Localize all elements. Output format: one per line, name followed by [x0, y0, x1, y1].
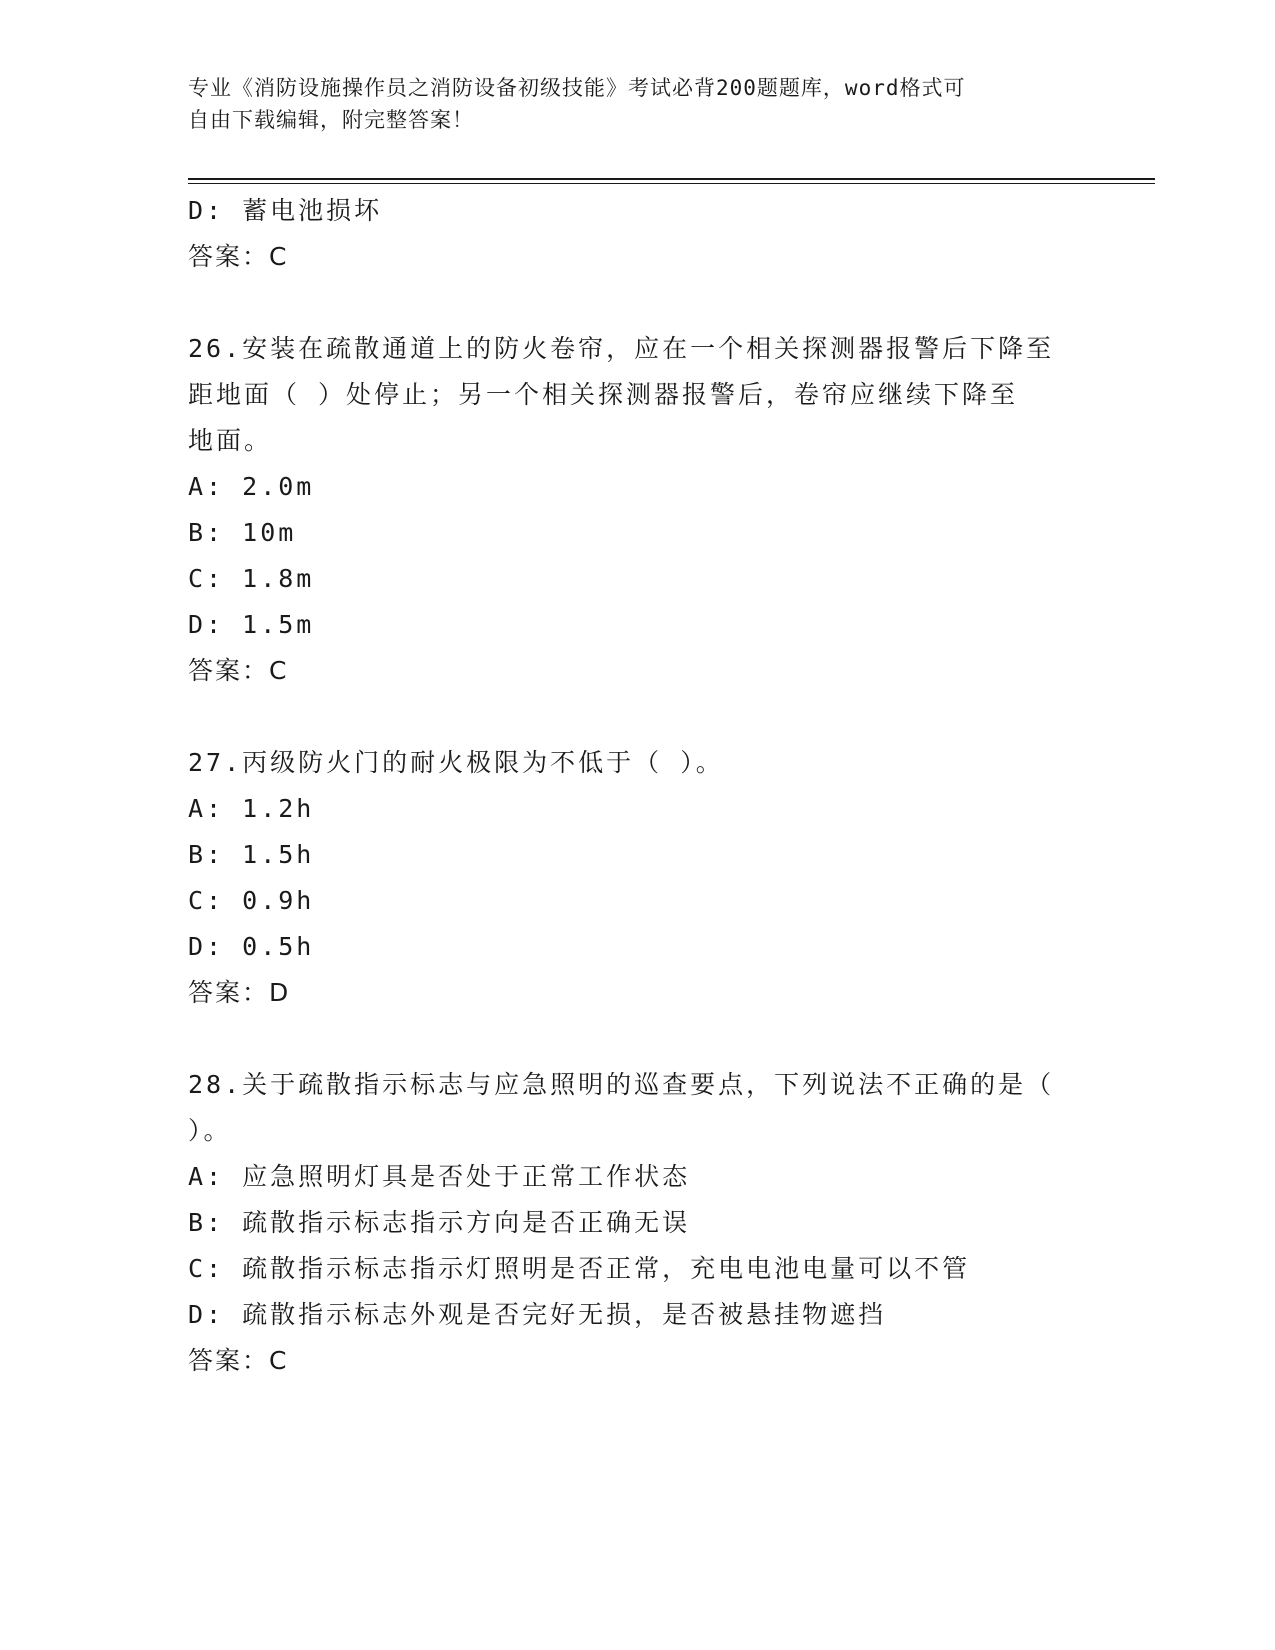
option-a: A: 1.2h: [188, 794, 315, 823]
prev-answer: 答案：C: [188, 242, 289, 271]
option-a: A: 2.0m: [188, 472, 315, 501]
option-c: C: 1.8m: [188, 564, 315, 593]
header-divider-thick: [188, 178, 1155, 180]
header-divider-thin: [188, 183, 1155, 184]
question-text-line: 27.丙级防火门的耐火极限为不低于（ ）。: [188, 748, 724, 777]
answer: 答案：D: [188, 978, 291, 1007]
question-27: [188, 740, 1088, 1016]
option-b: B: 10m: [188, 518, 297, 547]
answer: 答案：C: [188, 1346, 289, 1375]
option-d: D: 疏散指示标志外观是否完好无损，是否被悬挂物遮挡: [188, 1300, 887, 1329]
question-list: [188, 188, 1088, 1384]
header-line-2: 自由下载编辑，附完整答案！: [188, 108, 474, 132]
option-b: B: 1.5h: [188, 840, 315, 869]
question-28: [188, 1062, 1088, 1384]
question-text-line: ）。: [188, 1116, 232, 1145]
document-header: [188, 72, 1088, 136]
question-text-line: 地面。: [188, 426, 273, 455]
prev-option-d: D: 蓄电池损坏: [188, 196, 383, 225]
header-line-1: 专业《消防设施操作员之消防设备初级技能》考试必背200题题库，word格式可: [188, 76, 966, 100]
option-c: C: 疏散指示标志指示灯照明是否正常，充电电池电量可以不管: [188, 1254, 971, 1283]
option-b: B: 疏散指示标志指示方向是否正确无误: [188, 1208, 691, 1237]
option-d: D: 0.5h: [188, 932, 315, 961]
option-a: A: 应急照明灯具是否处于正常工作状态: [188, 1162, 691, 1191]
answer: 答案：C: [188, 656, 289, 685]
question-text-line: 距地面（ ）处停止；另一个相关探测器报警后，卷帘应继续下降至: [188, 380, 1019, 409]
option-c: C: 0.9h: [188, 886, 315, 915]
option-d: D: 1.5m: [188, 610, 315, 639]
question-text-line: 28.关于疏散指示标志与应急照明的巡查要点，下列说法不正确的是（: [188, 1070, 1055, 1099]
question-26: [188, 326, 1088, 694]
question-text-line: 26.安装在疏散通道上的防火卷帘，应在一个相关探测器报警后下降至: [188, 334, 1055, 363]
